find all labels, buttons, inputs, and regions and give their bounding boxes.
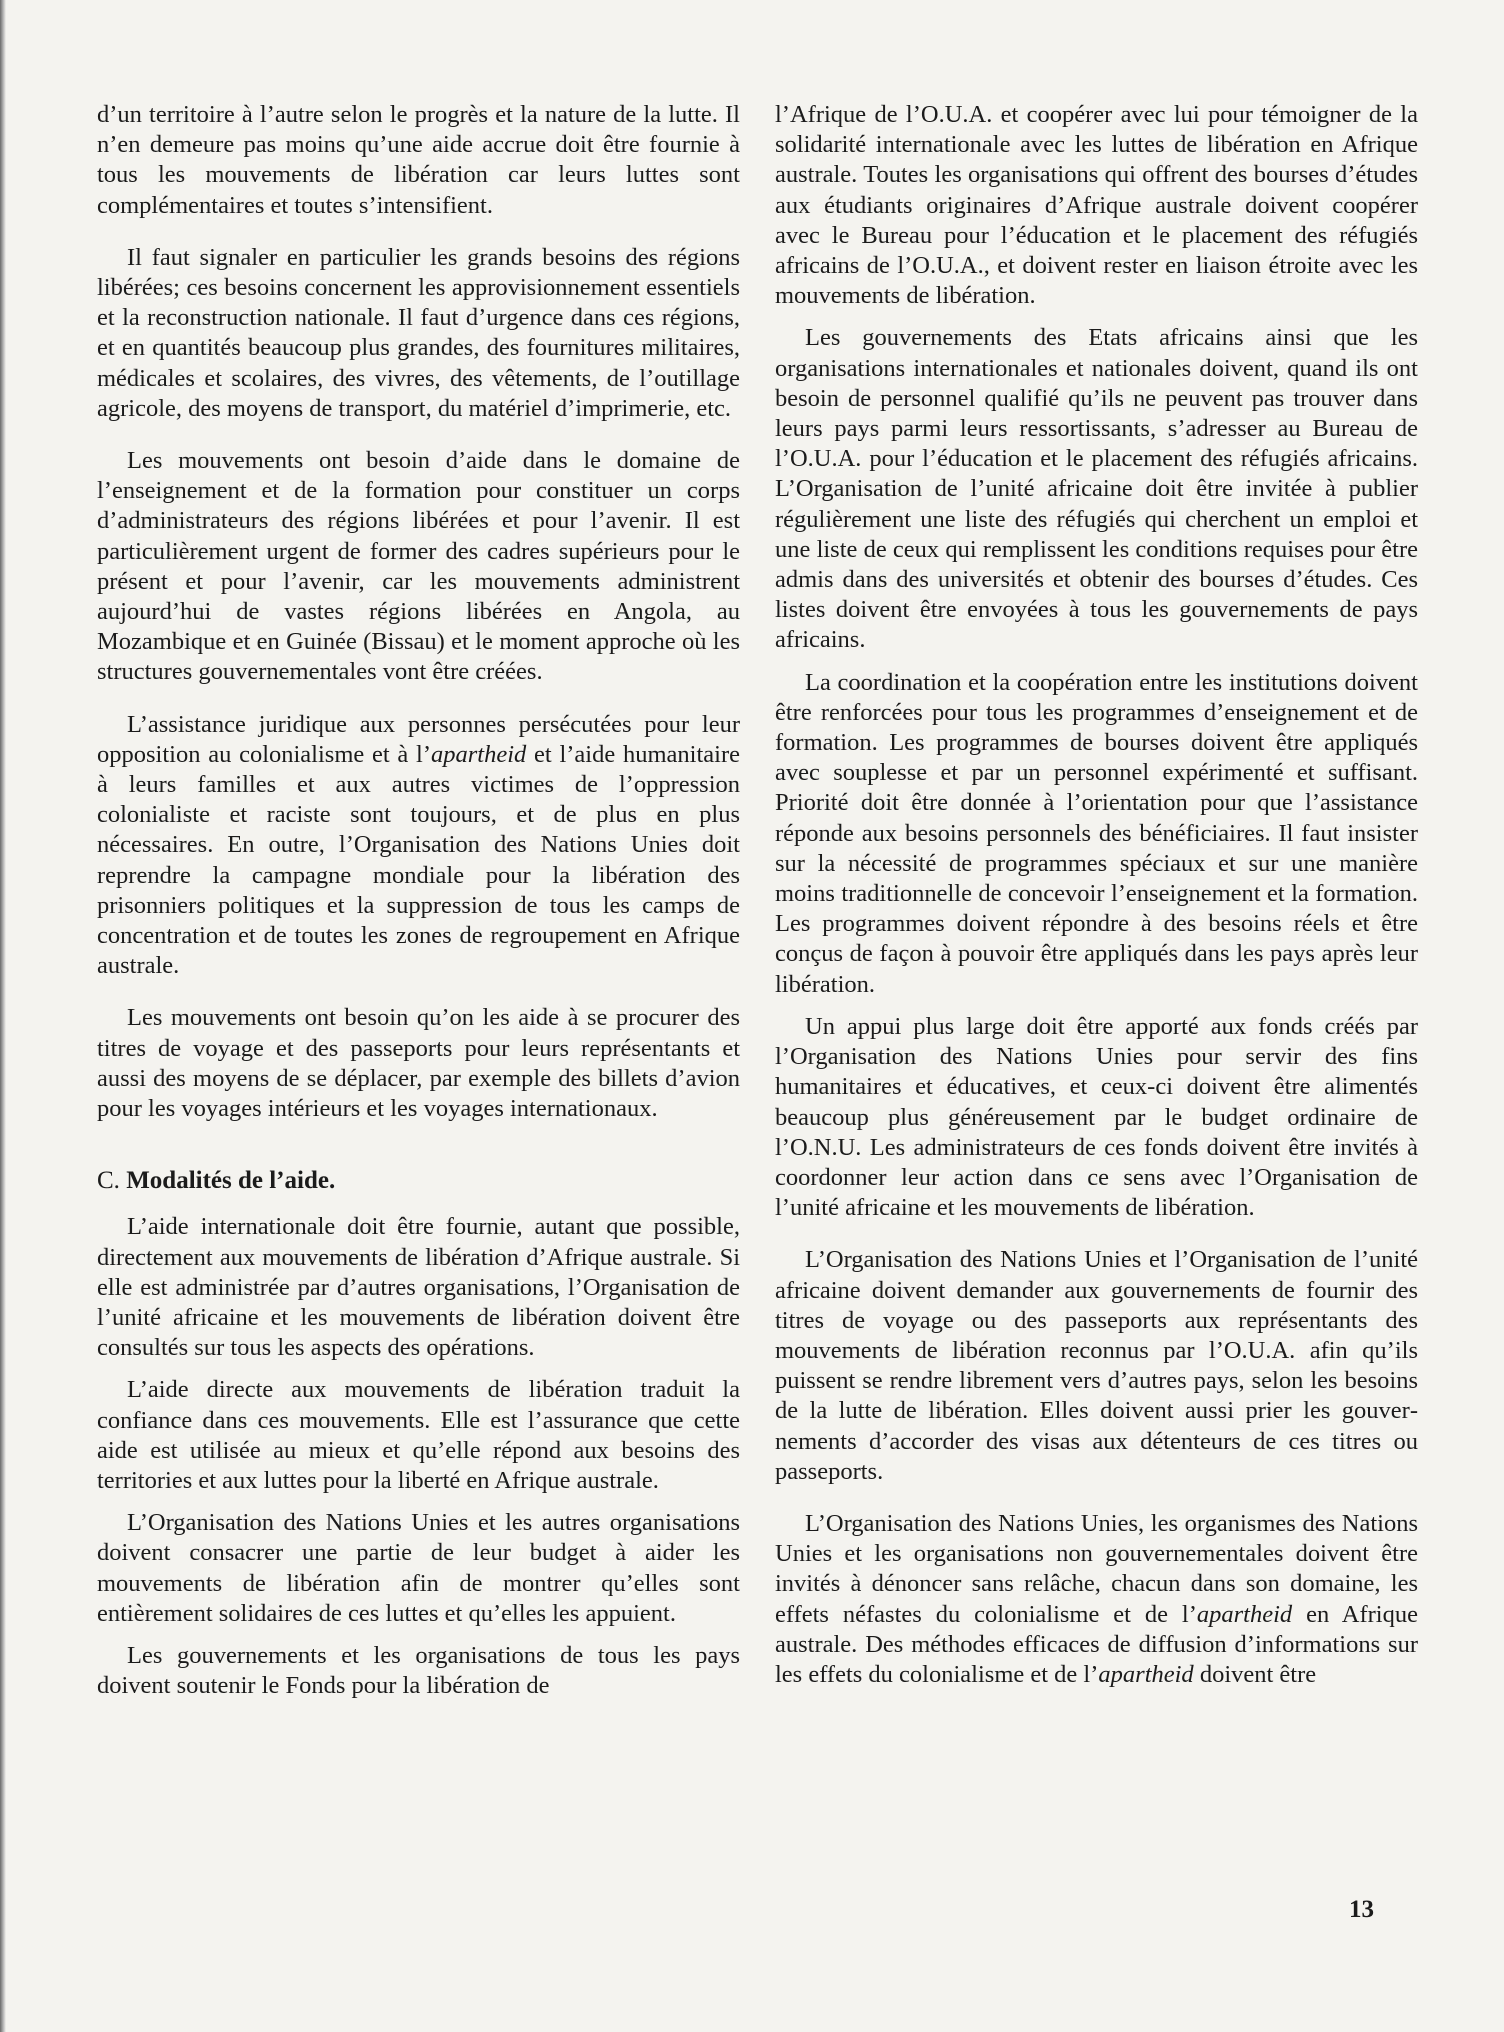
paragraph: Les mouvements ont besoin qu’on les aide à se procurer des titres de voyage et des passeports pour leurs représentants et aussi des moyens de se déplacer, par exemple des billets d’avion pour les voyages intérieurs et les voyages internationaux. — [97, 1004, 740, 1123]
text-run: doivent être — [1193, 1660, 1317, 1688]
paragraph — [775, 1509, 1418, 1690]
text-run: en Afrique australe. Des méthodes efficaces de diffusion d’informations sur les effets du colonialisme et de l’ — [775, 1600, 1418, 1688]
paragraph — [97, 710, 740, 982]
section-title: Modalités de l’aide. — [126, 1167, 336, 1195]
paragraph: Les gouvernements des Etats africains ainsi que les organisations internationales et nationales doivent, quand ils ont besoin de personnel qualifié qu’ils ne peuvent pas trouver dans leurs pays parmi leurs ressortissants, s’adresser au Bureau de l’O.U.A. pour l’éducation et le placement des réfugiés africains. L’Organisation de l’unité africaine doit être invitée à publier régulièrement une liste des réfugiés qui cherchent un emploi et une liste de ceux qui remplissent les conditions requises pour être admis dans des universités et obtenir des bourses d’études. Ces listes doivent être envoyées à tous les gouvernements de pays africains. — [775, 324, 1418, 654]
paragraph: Les mouvements ont besoin d’aide dans le domaine de l’enseignement et de la formation pour constituer un corps d’administrateurs des régions libérées et pour l’avenir. Il est particulièrement urgent de former des cadres supérieurs pour le présent et pour l’avenir, car les mouvements administrent aujourd’hui de vastes régions libérées en Angola, au Mozambique et en Guinée (Bissau) et le moment approche où les structures gouvernementales vont être créées. — [97, 447, 740, 686]
paragraph: Un appui plus large doit être apporté aux fonds créés par l’Organisation des Nations Unies pour servir des fins humanitaires et éducatives, et ceux-ci doivent être alimentés beaucoup plus généreusement par le budget ordinaire de l’O.N.U. Les administrateurs de ces fonds doivent être invités à coordonner leur action dans ce sens avec l’Organisation de l’unité africaine et les mouvements de libération. — [775, 1012, 1418, 1222]
right-column — [775, 100, 1418, 1690]
left-column — [97, 100, 740, 1701]
text-run: L’assistance juridique aux personnes persécutées pour leur opposition au colonialisme et à l’ — [97, 710, 740, 768]
text-run: et l’aide humanitaire à leurs familles et aux autres victimes de l’oppression colonialiste et raciste sont toujours, et de plus en plus nécessaires. En outre, l’Organisation des Nations Unies doit reprendre la campagne mondiale pour la libération des prisonniers politiques et la suppression de tous les camps de concentration et de toutes les zones de regroupement en Afrique australe. — [97, 740, 740, 980]
paragraph: L’Organisation des Nations Unies et les autres organisations doivent consacrer une partie de leur budget à aider les mouvements de libération afin de montrer qu’elles sont entièrement solidaires de ces luttes et qu’elles les appuient. — [97, 1509, 740, 1627]
paragraph: L’aide internationale doit être fournie, autant que possible, directement aux mouvements de libération d’Afrique australe. Si elle est administrée par d’autres organisations, l’Organisation de l’unité africaine et les mouvements de libération doivent être consultés sur tous les aspects des opérations. — [97, 1213, 740, 1362]
scan-edge-shadow — [0, 0, 6, 2032]
paragraph: L’Organisation des Nations Unies et l’Organisation de l’unité africaine doivent demander aux gouvernements de fournir des titres de voyage ou des passeports aux représentants des mouvements de libération reconnus par l’O.U.A. afin qu’ils puissent se rendre librement vers d’autres pays, selon les besoins de la lutte de libération. Elles doivent aussi prier les gouvernements d’accorder des visas aux détenteurs de ces titres ou passeports. — [775, 1246, 1418, 1485]
italic-term: apartheid — [1196, 1600, 1293, 1628]
italic-term: apartheid — [1098, 1660, 1194, 1688]
italic-term: apartheid — [431, 740, 527, 768]
paragraph: Il faut signaler en particulier les grands besoins des régions libérées; ces besoins concernent les approvisionnement essentiels et la reconstruction nationale. Il faut d’urgence dans ces régions, et en quantités beaucoup plus grandes, des fournitures militaires, médicales et scolaires, des vivres, des vêtements, de l’outillage agricole, des moyens de transport, du matériel d’imprimerie, etc. — [97, 243, 740, 422]
paragraph: L’aide directe aux mouvements de libération traduit la confiance dans ces mouvements. Elle est l’assurance que cette aide est utilisée au mieux et qu’elle répond aux besoins des territories et aux luttes pour la liberté en Afrique australe. — [97, 1376, 740, 1494]
page-number: 13 — [1349, 1896, 1374, 1923]
paragraph: Les gouvernements et les organisations de tous les pays doivent soutenir le Fonds pour la libération de — [97, 1641, 740, 1700]
section-letter: C. — [97, 1167, 120, 1195]
paragraph: d’un territoire à l’autre selon le progrès et la nature de la lutte. Il n’en demeure pas moins qu’une aide accrue doit être fournie à tous les mouvements de libération car leurs luttes sont complémentaires et toutes s’intensifient. — [97, 101, 740, 219]
paragraph: La coordination et la coopération entre les institutions doivent être renforcées pour tous les programmes d’enseignement et de formation. Les programmes de bourses doivent être appliqués avec souplesse et par un personnel expérimenté et suffisant. Priorité doit être donnée à l’orientation pour que l’assistance réponde aux besoins personnels des bénéficiaires. Il faut insister sur la nécessité de programmes spéciaux et sur une manière moins traditionnelle de concevoir l’enseignement et la formation. Les programmes doivent répondre à des besoins réels et être conçus de façon à pouvoir être appliqués dans les pays après leur libération. — [775, 668, 1418, 998]
paragraph: l’Afrique de l’O.U.A. et coopérer avec lui pour témoigner de la solidarité internationale avec les luttes de libération en Afrique australe. Toutes les organisations qui offrent des bourses d’études aux étudiants originaires d’Afrique australe doivent coopérer avec le Bureau pour l’éducation et le placement des réfugiés africains de l’O.U.A., et doivent rester en liaison étroite avec les mouvements de libération. — [775, 101, 1418, 310]
section-heading — [97, 1166, 740, 1196]
text-run: L’Organisation des Nations Unies, les organismes des Nations Unies et les organisations non gouvernementales doivent être invités à dénoncer sans relâche, chacun dans son domaine, les effets néfastes du colonialisme et de l’ — [775, 1509, 1418, 1628]
